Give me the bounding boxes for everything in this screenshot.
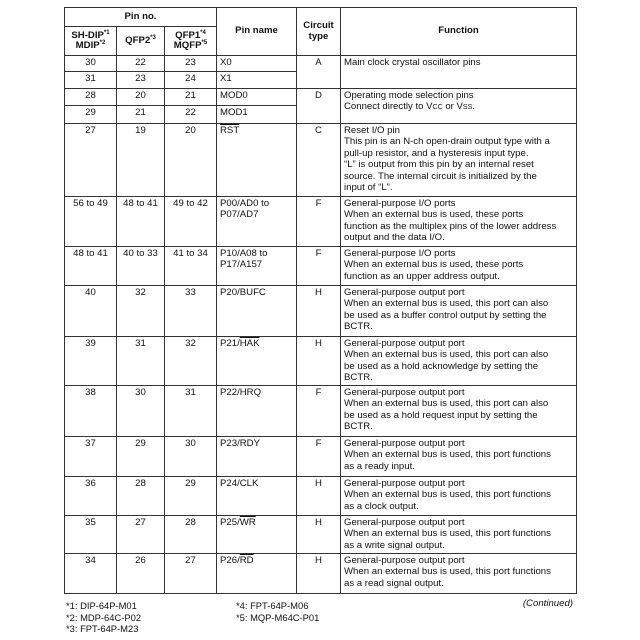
circuit-type-cell: F bbox=[297, 197, 341, 247]
sh-dip-cell: 30 bbox=[65, 56, 117, 72]
function-line: General-purpose output port bbox=[344, 555, 465, 566]
qfp2-cell: 32 bbox=[117, 286, 165, 337]
qfp1-cell: 49 to 42 bbox=[165, 197, 217, 247]
sh-dip-cell: 39 bbox=[65, 337, 117, 386]
qfp2-cell: 27 bbox=[117, 516, 165, 554]
pin-name-cell: P20/BUFC bbox=[217, 286, 297, 337]
pin-name-overline: $\overline{RST}$ bbox=[220, 125, 240, 136]
circuit-type-cell: C bbox=[297, 124, 341, 197]
qfp2-cell: 31 bbox=[117, 337, 165, 386]
sh-dip-cell: 27 bbox=[65, 124, 117, 197]
mdip-label: MDIP bbox=[75, 40, 100, 51]
qfp1-cell: 33 bbox=[165, 286, 217, 337]
circuit-type-cell: A bbox=[297, 56, 341, 89]
circuit-type-cell: H bbox=[297, 337, 341, 386]
qfp1-cell: 31 bbox=[165, 386, 217, 437]
sh-dip-cell: 40 bbox=[65, 286, 117, 337]
pin-name-cell: P10/A08 to P17/A157 bbox=[217, 247, 297, 286]
circuit-type-cell: H bbox=[297, 286, 341, 337]
function-line: “L” is output from this pin by an internal reset bbox=[344, 159, 534, 171]
function-line: pull-up resistor, and a hysteresis input type. bbox=[344, 147, 529, 159]
function-line: input of “L”. bbox=[344, 182, 393, 194]
sh-dip-cell: 31 bbox=[65, 72, 117, 89]
function-cell bbox=[341, 197, 577, 247]
sh-dip-cell: 38 bbox=[65, 386, 117, 437]
pin-name-cell: P22/HRQ bbox=[217, 386, 297, 437]
function-cell bbox=[341, 554, 577, 594]
function-line: Main clock crystal oscillator pins bbox=[344, 57, 481, 68]
function-line: This pin is an N-ch open-drain output type with a bbox=[344, 136, 550, 148]
function-line: be used as a hold request input by setting the bbox=[344, 409, 538, 421]
function-line: Reset I/O pin bbox=[344, 125, 400, 136]
function-header: Function bbox=[341, 8, 577, 56]
function-line: When an external bus is used, these ports bbox=[344, 209, 524, 221]
qfp2-header bbox=[117, 27, 165, 56]
table-row bbox=[65, 337, 577, 386]
function-line: be used as a hold acknowledge by setting the bbox=[344, 360, 539, 372]
footnote: *3: FPT-64P-M23 bbox=[66, 623, 139, 634]
pin-name-cell: MOD1 bbox=[217, 106, 297, 124]
footnote: *4: FPT-64P-M06 bbox=[236, 600, 309, 611]
circuit-type-cell: D bbox=[297, 89, 341, 124]
sh-dip-cell: 36 bbox=[65, 477, 117, 516]
circuit-type-cell: F bbox=[297, 386, 341, 437]
qfp1-cell: 30 bbox=[165, 437, 217, 477]
function-cell bbox=[341, 247, 577, 286]
qfp1-cell: 23 bbox=[165, 56, 217, 72]
mdip-sup: *2 bbox=[99, 40, 106, 46]
qfp1-cell: 41 to 34 bbox=[165, 247, 217, 286]
qfp2-sup: *3 bbox=[150, 34, 156, 41]
qfp2-cell: 22 bbox=[117, 56, 165, 72]
function-line: function as the multiplex pins of the lower address bbox=[344, 220, 557, 232]
function-line: When an external bus is used, this port functions bbox=[344, 489, 551, 501]
function-line: as a clock output. bbox=[344, 500, 419, 512]
qfp2-cell: 26 bbox=[117, 554, 165, 594]
function-line: Operating mode selection pins bbox=[344, 90, 474, 101]
pin-name-header: Pin name bbox=[217, 8, 297, 56]
function-cell bbox=[341, 56, 577, 89]
function-cell bbox=[341, 386, 577, 437]
function-line: General-purpose output port bbox=[344, 387, 465, 398]
footnote: *2: MDP-64C-P02 bbox=[66, 611, 142, 623]
sh-dip-sup: *1 bbox=[103, 29, 110, 36]
sh-dip-label: SH-DIP bbox=[71, 29, 104, 41]
sh-dip-cell: 37 bbox=[65, 437, 117, 477]
function-cell bbox=[341, 437, 577, 477]
function-line: function as an upper address output. bbox=[344, 270, 500, 282]
pin-name-cell: MOD0 bbox=[217, 89, 297, 106]
qfp1-cell: 24 bbox=[165, 72, 217, 89]
circuit-type-cell: H bbox=[297, 516, 341, 554]
table-row bbox=[65, 197, 577, 247]
qfp1-cell: 20 bbox=[165, 124, 217, 197]
function-line: be used as a buffer control output by setting the bbox=[344, 309, 547, 321]
sh-dip-cell: 48 to 41 bbox=[65, 247, 117, 286]
qfp2-cell: 40 to 33 bbox=[117, 247, 165, 286]
function-line: BCTR. bbox=[344, 421, 373, 433]
function-line: General-purpose I/O ports bbox=[344, 248, 456, 259]
table-row bbox=[65, 124, 577, 197]
qfp2-cell: 19 bbox=[117, 124, 165, 197]
qfp1-cell: 21 bbox=[165, 89, 217, 106]
function-line: as a ready input. bbox=[344, 460, 415, 472]
pin-name-cell: P23/RDY bbox=[217, 437, 297, 477]
pin-no-header: Pin no. bbox=[65, 8, 217, 27]
pin-name-cell: P00/AD0 to P07/AD7 bbox=[217, 197, 297, 247]
function-line: as a write signal output. bbox=[344, 539, 445, 551]
sh-dip-header bbox=[65, 27, 117, 56]
qfp2-cell: 20 bbox=[117, 89, 165, 106]
circuit-type-header bbox=[297, 8, 341, 56]
function-line: When an external bus is used, this port functions bbox=[344, 528, 551, 540]
function-line: General-purpose output port bbox=[344, 478, 465, 489]
function-line: BCTR. bbox=[344, 372, 373, 384]
function-line: source. The internal circuit is initialized by the bbox=[344, 170, 537, 182]
function-cell bbox=[341, 337, 577, 386]
circuit-type-cell: H bbox=[297, 554, 341, 594]
circuit-type-cell: H bbox=[297, 477, 341, 516]
qfp1-label: QFP1 bbox=[175, 29, 201, 41]
table-row bbox=[65, 516, 577, 554]
function-line: General-purpose output port bbox=[344, 517, 465, 528]
pin-table bbox=[64, 7, 577, 594]
table-row bbox=[65, 286, 577, 337]
table-row bbox=[65, 247, 577, 286]
function-line: General-purpose output port bbox=[344, 338, 465, 349]
footnote: *5: MQP-M64C-P01 bbox=[236, 611, 320, 623]
function-line: Connect directly to VCC or VSS. bbox=[344, 101, 475, 113]
qfp1-cell: 27 bbox=[165, 554, 217, 594]
table-row bbox=[65, 386, 577, 437]
circuit-type-cell: F bbox=[297, 437, 341, 477]
table-row bbox=[65, 477, 577, 516]
footnote: *1: DIP-64P-M01 bbox=[66, 600, 137, 611]
qfp2-cell: 21 bbox=[117, 106, 165, 124]
pin-name-cell: P24/CLK bbox=[217, 477, 297, 516]
table-row bbox=[65, 554, 577, 594]
pin-name-cell: $P21/\overline{HAK}$ bbox=[217, 337, 297, 386]
qfp2-cell: 48 to 41 bbox=[117, 197, 165, 247]
mqfp-sup: *5 bbox=[201, 40, 208, 46]
circuit-type-header-line2: type bbox=[308, 30, 329, 42]
function-line: General-purpose output port bbox=[344, 438, 465, 449]
function-cell bbox=[341, 124, 577, 197]
sh-dip-cell: 34 bbox=[65, 554, 117, 594]
circuit-type-cell: F bbox=[297, 247, 341, 286]
function-line: When an external bus is used, this port functions bbox=[344, 566, 551, 578]
continued-note: (Continued) bbox=[522, 598, 573, 609]
qfp1-cell: 22 bbox=[165, 106, 217, 124]
qfp1-cell: 29 bbox=[165, 477, 217, 516]
sh-dip-cell: 35 bbox=[65, 516, 117, 554]
pin-name-cell: $P25/\overline{WR}$ bbox=[217, 516, 297, 554]
qfp2-label: QFP2 bbox=[125, 34, 151, 46]
function-line: When an external bus is used, this port can also bbox=[344, 298, 549, 310]
function-cell bbox=[341, 477, 577, 516]
qfp2-cell: 29 bbox=[117, 437, 165, 477]
function-line: When an external bus is used, this port can also bbox=[344, 398, 549, 410]
footnotes-left bbox=[66, 600, 141, 635]
function-line: output and the data I/O. bbox=[344, 232, 445, 244]
qfp1-header bbox=[165, 27, 217, 56]
pin-name-cell: X1 bbox=[217, 72, 297, 89]
footnotes-right bbox=[236, 600, 319, 623]
table-row bbox=[65, 89, 577, 106]
function-line: General-purpose output port bbox=[344, 287, 465, 298]
circuit-type-header-line1: Circuit bbox=[303, 20, 334, 31]
pin-name-cell bbox=[217, 124, 297, 197]
function-cell bbox=[341, 89, 577, 124]
sh-dip-cell: 28 bbox=[65, 89, 117, 106]
qfp1-cell: 32 bbox=[165, 337, 217, 386]
qfp2-cell: 28 bbox=[117, 477, 165, 516]
function-line: as a read signal output. bbox=[344, 577, 444, 589]
table-row bbox=[65, 56, 577, 72]
function-line: BCTR. bbox=[344, 321, 373, 333]
qfp1-cell: 28 bbox=[165, 516, 217, 554]
table-row bbox=[65, 437, 577, 477]
pin-name-cell: $P26/\overline{RD}$ bbox=[217, 554, 297, 594]
function-line: When an external bus is used, this port functions bbox=[344, 449, 551, 461]
pin-name-cell: X0 bbox=[217, 56, 297, 72]
function-line: When an external bus is used, these ports bbox=[344, 259, 524, 271]
function-cell bbox=[341, 286, 577, 337]
mqfp-label: MQFP bbox=[173, 40, 202, 51]
qfp2-cell: 30 bbox=[117, 386, 165, 437]
function-cell bbox=[341, 516, 577, 554]
sh-dip-cell: 29 bbox=[65, 106, 117, 124]
function-line: When an external bus is used, this port can also bbox=[344, 349, 549, 361]
qfp1-sup: *4 bbox=[200, 29, 206, 36]
function-line: General-purpose I/O ports bbox=[344, 198, 456, 209]
qfp2-cell: 23 bbox=[117, 72, 165, 89]
sh-dip-cell: 56 to 49 bbox=[65, 197, 117, 247]
